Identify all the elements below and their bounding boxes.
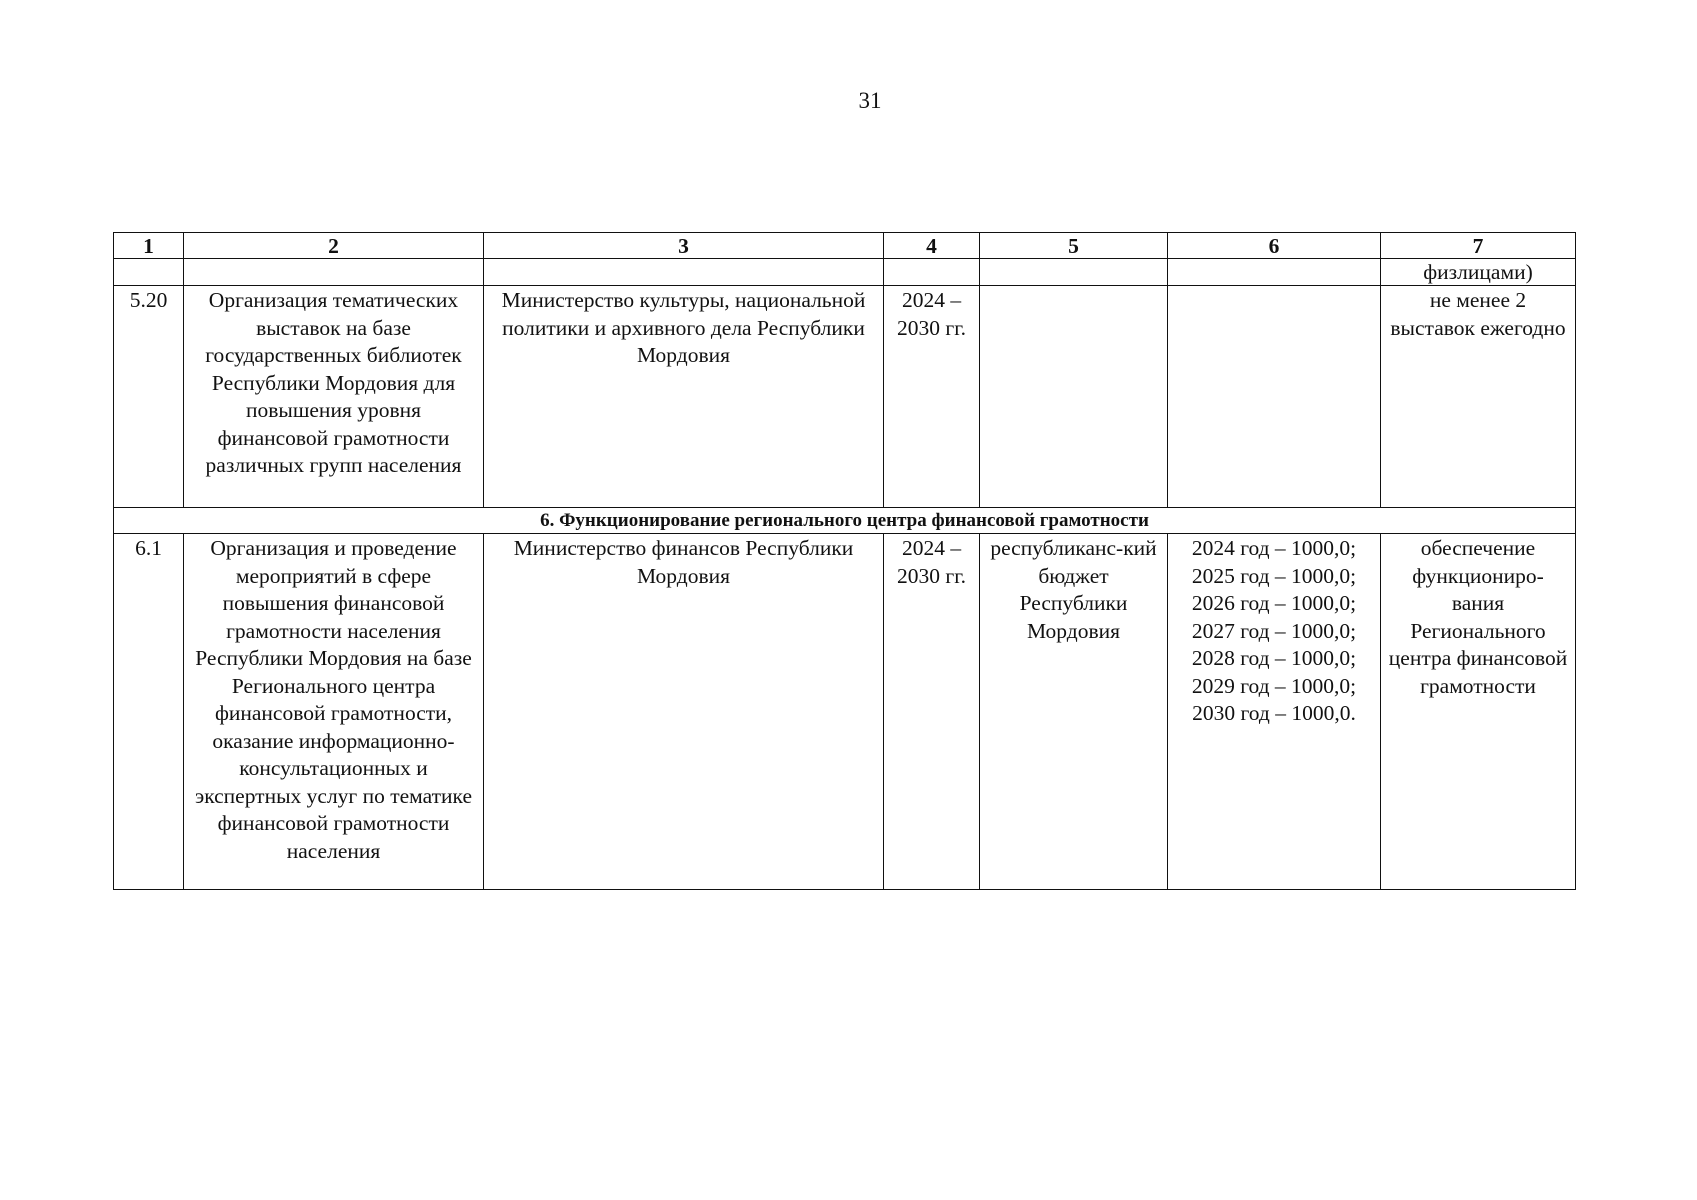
page-number: 31 [858, 88, 882, 113]
row-number: 6.1 [114, 534, 184, 890]
continuation-row [114, 259, 1576, 286]
funding-year-line: 2027 год – 1000,0; [1191, 618, 1357, 643]
funding-year-line: 2026 год – 1000,0; [1191, 591, 1357, 615]
table-row-6-1 [114, 534, 1576, 890]
table-cell: физлицами) [1381, 259, 1576, 286]
header-cell: 1 [114, 233, 184, 259]
activity-name: Организация и проведение мероприятий в сфере повышения финансовой грамотности населения Республики Мордовия на базе Регионального центра финансовой грамотности, оказание информационно-консультационных и экспертных услуг по тематике финансовой грамотности населения [184, 534, 484, 890]
expected-result: не менее 2 выставок ежегодно [1381, 286, 1576, 508]
header-row [114, 233, 1576, 259]
header-cell: 2 [184, 233, 484, 259]
executor: Министерство финансов Республики Мордовия [484, 534, 884, 890]
table-cell [980, 259, 1168, 286]
period: 2024 – 2030 гг. [884, 286, 980, 508]
funding-year-line: 2024 год – 1000,0; [1191, 536, 1357, 560]
row-number: 5.20 [114, 286, 184, 508]
table-cell [884, 259, 980, 286]
table-cell [114, 259, 184, 286]
activity-name: Организация тематических выставок на базе государственных библиотек Республики Мордовия для повышения уровня финансовой грамотности различных групп населения [184, 286, 484, 508]
period: 2024 – 2030 гг. [884, 534, 980, 890]
funding-amount [1168, 534, 1381, 890]
header-cell: 6 [1168, 233, 1381, 259]
table-cell [1168, 259, 1381, 286]
header-cell: 3 [484, 233, 884, 259]
executor: Министерство культуры, национальной политики и архивного дела Республики Мордовия [484, 286, 884, 508]
table-cell [484, 259, 884, 286]
funding-year-line: 2025 год – 1000,0; [1191, 563, 1357, 588]
table-cell [184, 259, 484, 286]
section-row [114, 508, 1576, 534]
funding-source [980, 286, 1168, 508]
section-title: 6. Функционирование регионального центра финансовой грамотности [114, 508, 1576, 534]
table-row-5-20 [114, 286, 1576, 508]
funding-amount [1168, 286, 1381, 508]
program-table [113, 232, 1576, 890]
header-cell: 7 [1381, 233, 1576, 259]
header-cell: 4 [884, 233, 980, 259]
funding-source: республиканс-кий бюджет Республики Мордовия [980, 534, 1168, 890]
header-cell: 5 [980, 233, 1168, 259]
funding-year-line: 2028 год – 1000,0; [1191, 646, 1357, 670]
expected-result: обеспечение функциониро-вания Регионального центра финансовой грамотности [1381, 534, 1576, 890]
funding-year-line: 2030 год – 1000,0. [1192, 701, 1356, 725]
funding-year-line: 2029 год – 1000,0; [1191, 673, 1357, 698]
